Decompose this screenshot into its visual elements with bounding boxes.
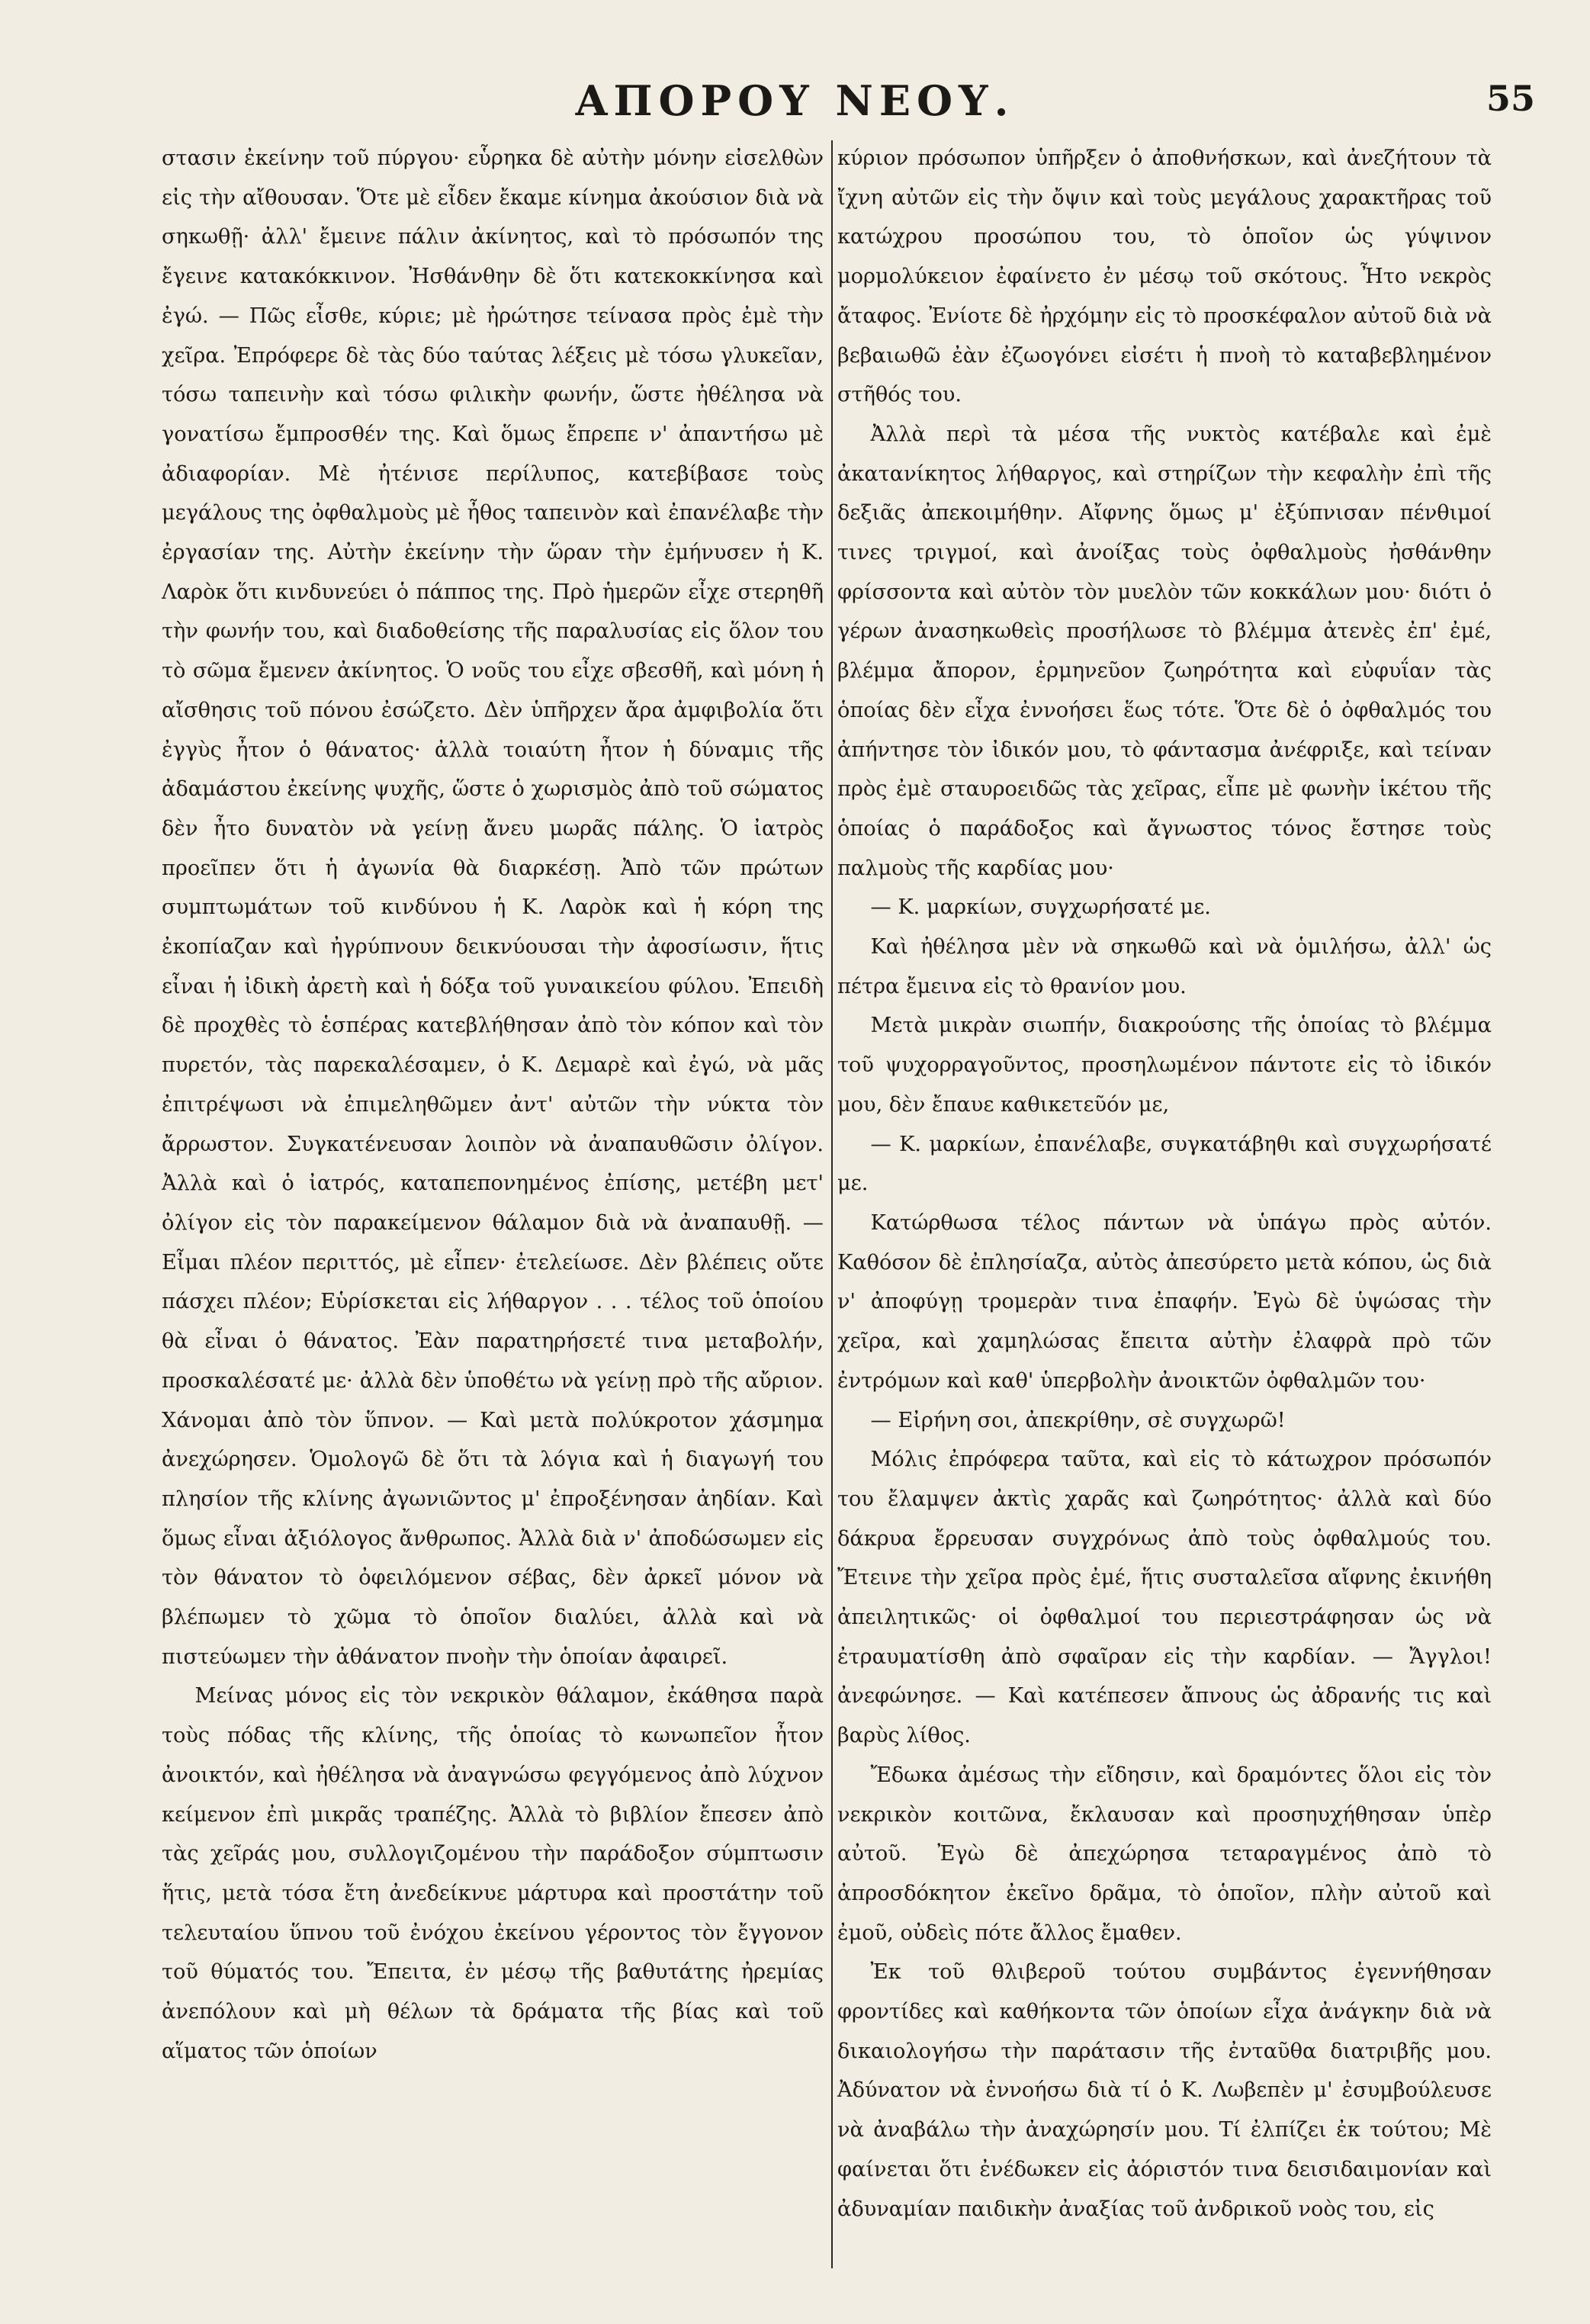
dialogue-line: — Κ. μαρκίων, ἐπανέλαβε, συγκατάβηθι καὶ συγχωρήσατέ με. bbox=[837, 1132, 1492, 1196]
paragraph: Κατώρθωσα τέλος πάντων νὰ ὑπάγω πρὸς αὐτόν. Καθόσον δὲ ἐπλησίαζα, αὐτὸς ἀπεσύρετο μετὰ κόπου, ὡς διὰ ν' ἀποφύγῃ τρομερὰν τινα ἐπαφήν. Ἐγὼ δὲ ὑψώσας τὴν χεῖρα, καὶ χαμηλώσας ἔπειτα αὐτὴν ἐλαφρὰ πρὸ τῶν ἐντρόμων καὶ καθ' ὑπερβολὴν ἀνοικτῶν ὀφθαλμῶν του· bbox=[837, 1210, 1492, 1393]
page-number: 55 bbox=[1486, 78, 1535, 119]
paragraph: Μείνας μόνος εἰς τὸν νεκρικὸν θάλαμον, ἐκάθησα παρὰ τοὺς πόδας τῆς κλίνης, τῆς ὁποίας τὸ κωνωπεῖον ἦτον ἀνοικτόν, καὶ ἠθέλησα νὰ ἀναγνώσω φεγγόμενος ἀπὸ λύχνον κείμενον ἐπὶ μικρᾶς τραπέζης. Ἀλλὰ τὸ βιβλίον ἔπεσεν ἀπὸ τὰς χεῖράς μου, συλλογιζομένου τὴν παράδοξον σύμπτωσιν ἥτις, μετὰ τόσα ἔτη ἀνεδείκνυε μάρτυρα καὶ προστάτην τοῦ τελευταίου ὕπνου τοῦ ἐνόχου ἐκείνου γέροντος τὸν ἔγγονον τοῦ θύματός του. Ἔπειτα, ἐν μέσῳ τῆς βαθυτάτης ἠρεμίας ἀνεπόλουν καὶ μὴ θέλων τὰ δράματα τῆς βίας καὶ τοῦ αἵματος τῶν ὁποίων bbox=[162, 1684, 824, 2063]
right-column bbox=[837, 139, 1492, 2229]
paragraph: Ἐκ τοῦ θλιβεροῦ τούτου συμβάντος ἐγεννήθησαν φροντίδες καὶ καθήκοντα τῶν ὁποίων εἶχα ἀνάγκην διὰ νὰ δικαιολογήσω τὴν παράτασιν τῆς ἐνταῦθα διατριβῆς μου. Ἀδύνατον νὰ ἐννοήσω διὰ τί ὁ Κ. Λωβεπὲν μ' ἐσυμβούλευσε νὰ ἀναβάλω τὴν ἀναχώρησίν μου. Τί ἐλπίζει ἐκ τούτου; Μὲ φαίνεται ὅτι ἐνέδωκεν εἰς ἀόριστόν τινα δεισιδαιμονίαν καὶ ἀδυναμίαν παιδικὴν ἀναξίας τοῦ ἀνδρικοῦ νοὸς του, εἰς bbox=[837, 1960, 1492, 2221]
paragraph: κύριον πρόσωπον ὑπῆρξεν ὁ ἀποθνήσκων, καὶ ἀνεζήτουν τὰ ἴχνη αὐτῶν εἰς τὴν ὄψιν καὶ τοὺς μεγάλους χαρακτῆρας τοῦ κατώχρου προσώπου του, τὸ ὁποῖον ὡς γύψινον μορμολύκειον ἐφαίνετο ἐν μέσῳ τοῦ σκότους. Ἦτο νεκρὸς ἄταφος. Ἐνίοτε δὲ ἠρχόμην εἰς τὸ προσκέφαλον αὐτοῦ διὰ νὰ βεβαιωθῶ ἐὰν ἐζωογόνει εἰσέτι ἡ πνοὴ τὸ καταβεβλημένον στῆθός του. bbox=[837, 146, 1492, 407]
paragraph: Ἀλλὰ περὶ τὰ μέσα τῆς νυκτὸς κατέβαλε καὶ ἐμὲ ἀκατανίκητος λήθαργος, καὶ στηρίζων τὴν κεφαλὴν ἐπὶ τῆς δεξιᾶς ἀπεκοιμήθην. Αἴφνης ὅμως μ' ἐξύπνισαν πένθιμοί τινες τριγμοί, καὶ ἀνοίξας τοὺς ὀφθαλμοὺς ἠσθάνθην φρίσσοντα καὶ αὐτὸν τὸν μυελὸν τῶν κοκκάλων μου· διότι ὁ γέρων ἀνασηκωθεὶς προσήλωσε τὸ βλέμμα ἀτενὲς ἐπ' ἐμέ, βλέμμα ἄπορον, ἐρμηνεῦον ζωηρότητα καὶ εὐφυΐαν τὰς ὁποίας δὲν εἶχα ἐννοήσει ἕως τότε. Ὅτε δὲ ὁ ὀφθαλμός του ἀπήντησε τὸν ἰδικόν μου, τὸ φάντασμα ἀνέφριξε, καὶ τείναν πρὸς ἐμὲ σταυροειδῶς τὰς χεῖρας, εἶπε μὲ φωνὴν ἱκέτου τῆς ὁποίας ὁ παράδοξος καὶ ἄγνωστος τόνος ἔστησε τοὺς παλμοὺς τῆς καρδίας μου· bbox=[837, 422, 1492, 880]
running-title: ΑΠΟΡΟΥ ΝΕΟΥ. bbox=[575, 76, 1015, 125]
left-column bbox=[162, 139, 824, 2071]
paragraph: Ἔδωκα ἀμέσως τὴν εἴδησιν, καὶ δραμόντες ὅλοι εἰς τὸν νεκρικὸν κοιτῶνα, ἔκλαυσαν καὶ προσηυχήθησαν ὑπὲρ αὐτοῦ. Ἐγὼ δὲ ἀπεχώρησα τεταραγμένος ἀπὸ τὸ ἀπροσδόκητον ἐκεῖνο δρᾶμα, τὸ ὁποῖον, πλὴν αὐτοῦ καὶ ἐμοῦ, οὐδεὶς πότε ἄλλος ἔμαθεν. bbox=[837, 1763, 1492, 1945]
column-divider bbox=[831, 140, 833, 2268]
paragraph: Καὶ ἠθέλησα μὲν νὰ σηκωθῶ καὶ νὰ ὁμιλήσω, ἀλλ' ὡς πέτρα ἔμεινα εἰς τὸ θρανίον μου. bbox=[837, 935, 1492, 998]
dialogue-line: — Εἰρήνη σοι, ἀπεκρίθην, σὲ συγχωρῶ! bbox=[870, 1408, 1286, 1432]
paragraph: στασιν ἐκείνην τοῦ πύργου· εὗρηκα δὲ αὐτὴν μόνην εἰσελθὼν εἰς τὴν αἴθουσαν. Ὅτε μὲ εἶδεν ἔκαμε κίνημα ἀκούσιον διὰ νὰ σηκωθῇ· ἀλλ' ἔμεινε πάλιν ἀκίνητος, καὶ τὸ πρόσωπόν της ἔγεινε κατακόκκινον. Ἠσθάνθην δὲ ὅτι κατεκοκκίνησα καὶ ἐγώ. — Πῶς εἶσθε, κύριε; μὲ ἠρώτησε τείνασα πρὸς ἐμὲ τὴν χεῖρα. Ἐπρόφερε δὲ τὰς δύο ταύτας λέξεις μὲ τόσω γλυκεῖαν, τόσω ταπεινὴν καὶ τόσω φιλικὴν φωνήν, ὥστε ἠθέλησα νὰ γονατίσω ἔμπροσθέν της. Καὶ ὅμως ἔπρεπε ν' ἀπαντήσω μὲ ἀδιαφορίαν. Μὲ ἠτένισε περίλυπος, κατεβίβασε τοὺς μεγάλους της ὀφθαλμοὺς μὲ ἦθος ταπεινὸν καὶ ἐπανέλαβε τὴν ἐργασίαν της. Αὐτὴν ἐκείνην τὴν ὥραν τὴν ἐμήνυσεν ἡ Κ. Λαρὸκ ὅτι κινδυνεύει ὁ πάππος της. Πρὸ ἡμερῶν εἶχε στερηθῆ τὴν φωνήν του, καὶ διαδοθείσης τῆς παραλυσίας εἰς ὅλον του τὸ σῶμα ἔμενεν ἀκίνητος. Ὁ νοῦς του εἶχε σβεσθῆ, καὶ μόνη ἡ αἴσθησις τοῦ πόνου ἐσώζετο. Δὲν ὑπῆρχεν ἄρα ἀμφιβολία ὅτι ἐγγὺς ἦτον ὁ θάνατος· ἀλλὰ τοιαύτη ἦτον ἡ δύναμις τῆς ἀδαμάστου ἐκείνης ψυχῆς, ὥστε ὁ χωρισμὸς ἀπὸ τοῦ σώματος δὲν ἦτο δυνατὸν νὰ γείνῃ ἄνευ μωρᾶς πάλης. Ὁ ἰατρὸς προεῖπεν ὅτι ἡ ἀγωνία θὰ διαρκέσῃ. Ἀπὸ τῶν πρώτων συμπτωμάτων τοῦ κινδύνου ἡ Κ. Λαρὸκ καὶ ἡ κόρη της ἐκοπίαζαν καὶ ἠγρύπνουν δεικνύουσαι τὴν ἀφοσίωσιν, ἥτις εἶναι ἡ ἰδικὴ ἀρετὴ καὶ ἡ δόξα τοῦ γυναικείου φύλου. Ἐπειδὴ δὲ προχθὲς τὸ ἑσπέρας κατεβλήθησαν ἀπὸ τὸν κόπον καὶ τὸν πυρετόν, τὰς παρεκαλέσαμεν, ὁ Κ. Δεμαρὲ καὶ ἐγώ, νὰ μᾶς ἐπιτρέψωσι νὰ ἐπιμεληθῶμεν ἀντ' αὐτῶν τὴν νύκτα τὸν ἄρρωστον. Συγκατένευσαν λοιπὸν νὰ ἀναπαυθῶσιν ὀλίγον. Ἀλλὰ καὶ ὁ ἰατρός, καταπεπονημένος ἐπίσης, μετέβη μετ' ὀλίγον εἰς τὸν παρακείμενον θάλαμον διὰ νὰ ἀναπαυθῇ. — Εἶμαι πλέον περιττός, μὲ εἶπεν· ἐτελείωσε. Δὲν βλέπεις οὔτε πάσχει πλέον; Εὑρίσκεται εἰς λήθαργον . . . τέλος τοῦ ὁποίου θὰ εἶναι ὁ θάνατος. Ἐὰν παρατηρήσετέ τινα μεταβολήν, προσκαλέσατέ με· ἀλλὰ δὲν ὑποθέτω νὰ γείνῃ πρὸ τῆς αὔριον. Χάνομαι ἀπὸ τὸν ὕπνον. — Καὶ μετὰ πολύκροτον χάσμημα ἀνεχώρησεν. Ὁμολογῶ δὲ ὅτι τὰ λόγια καὶ ἡ διαγωγή του πλησίον τῆς κλίνης ἀγωνιῶντος μ' ἐπροξένησαν ἀηδίαν. Καὶ ὅμως εἶναι ἀξιόλογος ἄνθρωπος. Ἀλλὰ διὰ ν' ἀποδώσωμεν εἰς τὸν θάνατον τὸ ὀφειλόμενον σέβας, δὲν ἀρκεῖ μόνον νὰ βλέπωμεν τὸ χῶμα τὸ ὁποῖον διαλύει, ἀλλὰ καὶ νὰ πιστεύωμεν τὴν ἀθάνατον πνοὴν τὴν ὁποίαν ἀφαιρεῖ. bbox=[162, 146, 824, 1669]
paragraph: Μόλις ἐπρόφερα ταῦτα, καὶ εἰς τὸ κάτωχρον πρόσωπόν του ἔλαμψεν ἀκτὶς χαρᾶς καὶ ζωηρότητος· ἀλλὰ καὶ δύο δάκρυα ἔρρευσαν συγχρόνως ἀπὸ τοὺς ὀφθαλμούς του. Ἔτεινε τὴν χεῖρα πρὸς ἐμέ, ἥτις συσταλεῖσα αἴφνης ἐκινήθη ἀπειλητικῶς· οἱ ὀφθαλμοί του περιεστράφησαν ὡς νὰ ἐτραυματίσθη ἀπὸ σφαῖραν εἰς τὴν καρδίαν. — Ἄγγλοι! ἀνεφώνησε. — Καὶ κατέπεσεν ἄπνους ὡς ἀδρανής τις καὶ βαρὺς λίθος. bbox=[837, 1448, 1492, 1748]
page-header bbox=[0, 76, 1590, 137]
dialogue-line: — Κ. μαρκίων, συγχωρήσατέ με. bbox=[870, 895, 1211, 920]
paragraph: Μετὰ μικρὰν σιωπήν, διακρούσης τῆς ὁποίας τὸ βλέμμα τοῦ ψυχορραγοῦντος, προσηλωμένον πάντοτε εἰς τὸ ἰδικόν μου, δὲν ἔπαυε καθικετεῦόν με, bbox=[837, 1014, 1492, 1117]
